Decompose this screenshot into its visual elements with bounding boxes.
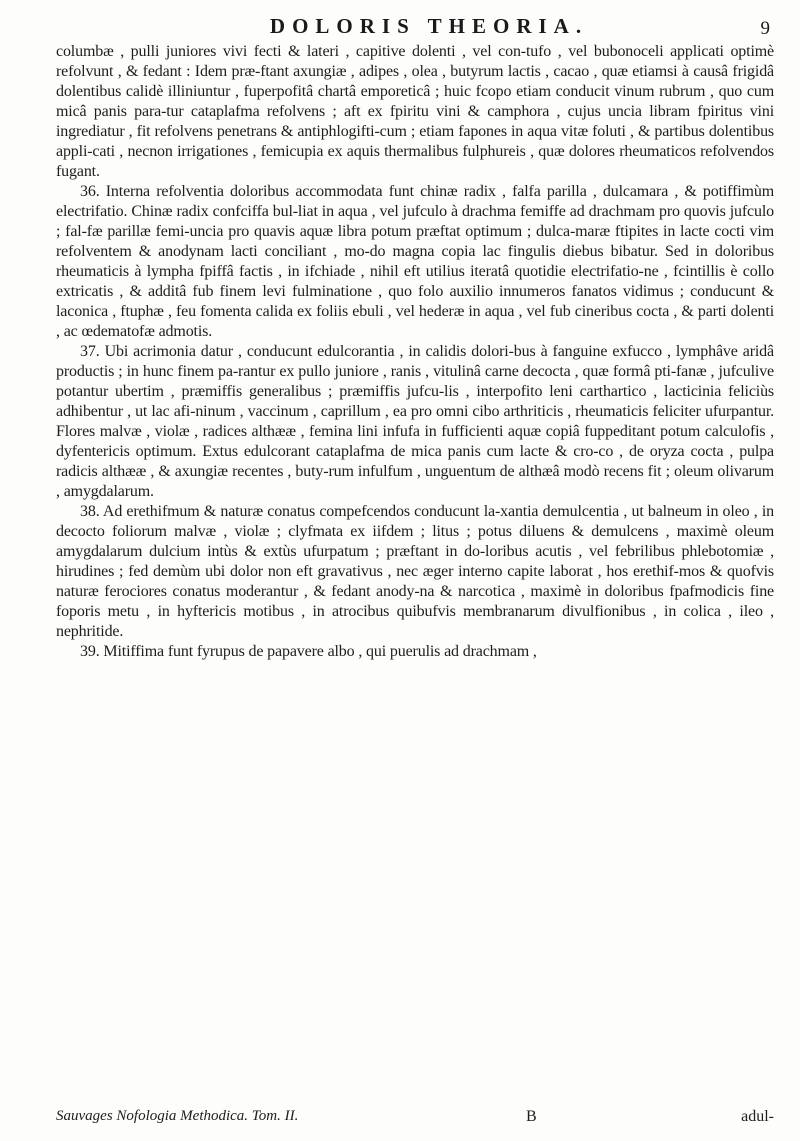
signature-mark: B <box>526 1108 537 1125</box>
page-footer <box>56 1108 774 1132</box>
paragraph-continued: columbæ , pulli juniores vivi fecti & lateri , capitive dolenti , vel con-tufo , vel bubonoceli applicati optimè refolvunt , & fedant : Idem præ-ftant axungiæ , adipes , olea , butyrum lactis , cacao , quæ etiamsi à causâ frigidâ dolentibus calidè illiniuntur , fuperpofitâ chartâ emporeticâ ; huic fcopo etiam conducit vinum rubrum , quo cum micâ panis para-tur cataplafma refolvens ; aft ex fpiritu vini & camphora , cujus uncia libram fpiritus vini ingrediatur , fit refolvens penetrans & antiphlogifti-cum ; etiam fapones in aqua vitæ foluti , & partibus dolentibus appli-cati , necnon irrigationes , femicupia ex aquis thermalibus fulphureis , quæ dolores rheumaticos refolvendos fugant. <box>56 43 774 180</box>
page-number: 9 <box>760 18 770 39</box>
catchword: adul- <box>741 1108 774 1125</box>
page-header <box>70 14 770 40</box>
body-text <box>56 42 774 662</box>
signature-title: Sauvages Nofologia Methodica. Tom. II. <box>56 1108 299 1124</box>
running-head: DOLORIS THEORIA. <box>269 14 589 38</box>
paragraph-36: 36. Interna refolventia doloribus accommodata funt chinæ radix , falfa parilla , dulcamara , & potiffimùm electrifatio. Chinæ radix confciffa bul-liat in aqua , vel jufculo à drachma femiffe ad drachmam pro quovis jufculo ; fal-fæ parillæ femi-uncia pro quavis aquæ libra potum præftat optimum ; dulca-maræ ftipites in lacte cocti vim refolventem & anodynam lacti conciliant , mo-do magna copia lac fingulis diebus bibatur. Sed in doloribus rheumaticis à lympha fpiffâ factis , in ifchiade , nihil eft utilius iteratâ quotidie electrifatio-ne , fcintillis è collo extricatis , & additâ fub finem levi fulminatione , quo folo auxilio innumeros fanatos vidimus ; conducunt & laconica , ftuphæ , feu fomenta calida ex foliis ebuli , vel hederæ in aqua , vel fub cineribus cocta , & parti dolenti , ac œdematofæ admotis. <box>56 183 774 340</box>
paragraph-37: 37. Ubi acrimonia datur , conducunt edulcorantia , in calidis dolori-bus à fanguine exfucco , lymphâve aridâ productis ; in hunc finem pa-rantur ex pullo juniore , ranis , vitulinâ carne decocta , quæ formâ pti-fanæ , jufculive potantur ubertim , præmiffis generalibus ; præmiffis jufcu-lis , interpofito leni carthartico , lacticinia feliciùs adhibentur , ut lac afi-ninum , vaccinum , caprillum , ea pro omni cibo arthriticis , rheumaticis feliciter ufurpantur. Flores malvæ , violæ , radices althææ , femina lini infufa in fufficienti aquæ copiâ fuppeditant potum calculofis , dyfentericis optimum. Extus edulcorant cataplafma de mica panis cum lacte & cro-co , de oryza cocta , pulpa radicis althææ , & axungiæ recentes , buty-rum infulfum , unguentum de althæâ modò recens fit ; oleum olivarum , amygdalarum. <box>56 343 774 500</box>
paragraph-38: 38. Ad erethifmum & naturæ conatus compefcendos conducunt la-xantia demulcentia , ut balneum in oleo , in decocto foliorum malvæ , violæ ; clyfmata ex iifdem ; litus ; potus diluens & demulcens , maximè oleum amygdalarum dulcium intùs & extùs ufurpatum ; præftant in do-loribus acutis , vel febrilibus phlebotomiæ , hirudines ; fed demùm ubi dolor non eft gravativus , nec æger interno capite laborat , hos erethif-mos & quofvis naturæ ferociores conatus moderantur , & fedant anody-na & narcotica , maximè in doloribus fpafmodicis fine foporis metu , in hyftericis motibus , in atrocibus quibufvis membranarum divulfionibus , in colica , ileo , nephritide. <box>56 503 774 640</box>
paragraph-39: 39. Mitiffima funt fyrupus de papavere albo , qui puerulis ad drachmam , <box>80 643 537 660</box>
